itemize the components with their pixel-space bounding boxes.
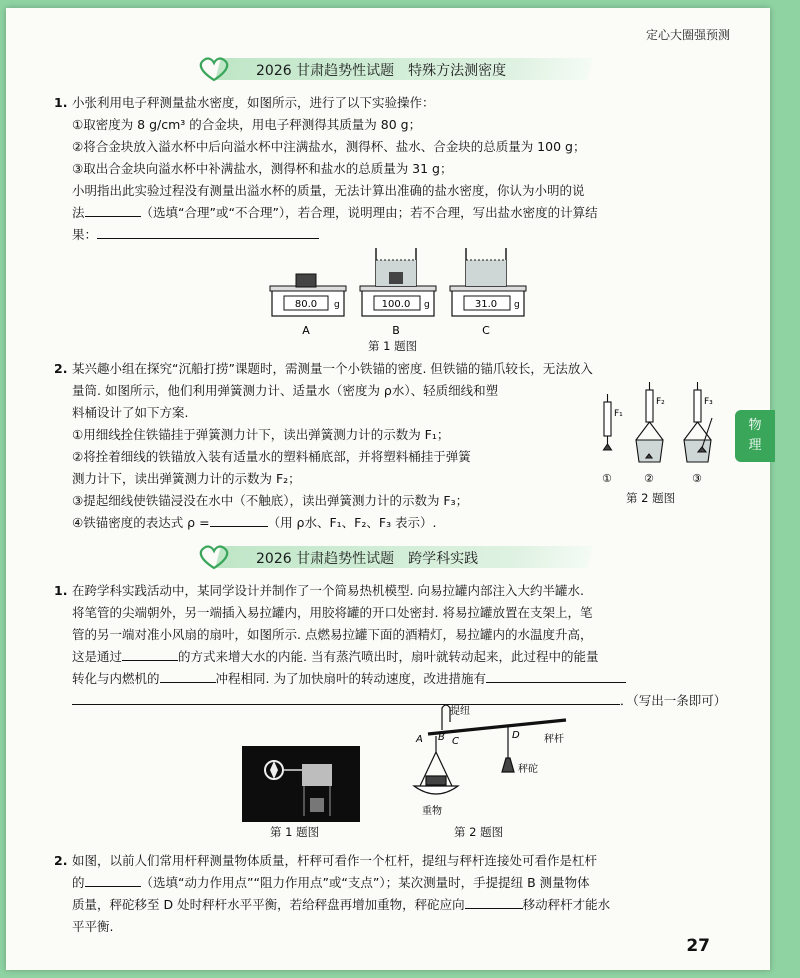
svg-text:秤杆: 秤杆	[544, 734, 564, 745]
svg-text:②: ②	[644, 472, 654, 485]
heart-icon	[196, 56, 232, 82]
answer-blank[interactable]	[465, 894, 523, 909]
section-banner-1	[196, 56, 596, 82]
answer-blank[interactable]	[122, 646, 178, 661]
scale-a-reading: 80.0	[294, 299, 318, 310]
svg-text:g: g	[424, 300, 430, 310]
scale-a	[270, 274, 346, 337]
svg-text:F₂: F₂	[656, 397, 665, 407]
svg-text:A: A	[416, 734, 423, 745]
figure-caption: 第 1 题图	[270, 825, 320, 839]
svg-text:B: B	[392, 324, 400, 337]
question-1-density: 1. 小张利用电子秤测量盐水密度，如图所示，进行了以下实验操作： ①取密度为 8 g/cm³ 的合金块，用电子秤测得其质量为 80 g； ②将合金块放入溢水杯中后向溢水杯中注满盐水，测得杯、盐水、合金块的总质量为 100 g； ③取出合金块向溢水杯中补满盐水，测得杯和盐水的总质量为 31 g； 小明指出此实验过程没有测量出溢水杯的质量，无法计算出准确的盐水密度，你认为小明的说 法 （选填“合理”或“不合理”），若合理，说明理由；若不合理，写出盐水密度的计算结 果：	[54, 95, 598, 242]
question-1-heat-engine: 1. 在跨学科实践活动中，某同学设计并制作了一个简易热机模型. 向易拉罐内部注入大约半罐水. 将笔管的尖端朝外，另一端插入易拉罐内，用胶将罐的开口处密封. 将易拉罐放置在支架上，笔 管的另一端对准小风扇的扇叶，如图所示. 点燃易拉罐下面的酒精灯，易拉罐内的水温度升高， 这是通过 的方式来增大水的内能. 当有蒸汽喷出时，扇叶就转动起来，此过程中的能量 转化与内燃机的 冲程相同. 为了加快扇叶的转动速度，改进措施有 ．（写出一条即可）	[54, 583, 727, 708]
page-number: 27	[686, 936, 710, 956]
scale-b-reading: 100.0	[381, 299, 411, 310]
answer-blank[interactable]	[486, 668, 626, 683]
scale-c-reading: 31.0	[474, 299, 498, 310]
svg-text:提纽: 提纽	[450, 706, 470, 717]
figure-caption: 第 1 题图	[368, 339, 418, 353]
svg-text:F₃: F₃	[704, 397, 713, 407]
scales-figure	[268, 244, 528, 344]
svg-text:秤砣: 秤砣	[518, 764, 538, 775]
scale-c	[450, 248, 526, 337]
section-banner-2	[196, 544, 596, 570]
svg-text:F₁: F₁	[614, 409, 623, 419]
svg-text:D: D	[512, 730, 520, 741]
svg-text:g: g	[334, 300, 340, 310]
svg-text:C: C	[482, 324, 490, 337]
answer-blank[interactable]	[85, 872, 141, 887]
spring-scale-figure	[594, 382, 734, 486]
section-title-2: 2026 甘肃趋势性试题 跨学科实践	[256, 551, 479, 567]
subject-tab-physics[interactable]: 物 理	[735, 410, 775, 462]
question-2-anchor: 2. 某兴趣小组在探究“沉船打捞”课题时，需测量一个小铁锚的密度. 但铁锚的锚爪较长，无法放入 量筒. 如图所示，他们利用弹簧测力计、适量水（密度为 ρ水）、轻质细线和塑 料桶设计了如下方案. ①用细线拴住铁锚挂于弹簧测力计下，读出弹簧测力计的示数为 F₁； ②将拴着细线的铁锚放入装有适量水的塑料桶底部，并将塑料桶挂于弹簧 测力计下，读出弹簧测力计的示数为 F₂； ③提起细线使铁锚浸没在水中（不触底），读出弹簧测力计的示数为 F₃； ④铁锚密度的表达式 ρ = （用 ρ水、F₁、F₂、F₃ 表示）.	[54, 361, 593, 530]
svg-text:B: B	[438, 732, 445, 743]
svg-text:①: ①	[602, 472, 612, 485]
steelyard-figure	[398, 702, 574, 822]
header-title: 定心大圈强预测	[645, 28, 730, 42]
answer-blank[interactable]	[85, 202, 141, 217]
answer-blank[interactable]	[160, 668, 216, 683]
question-2-steelyard: 2. 如图，以前人们常用杆秤测量物体质量，杆秤可看作一个杠杆，提纽与秤杆连接处可看作是杠杆 的 （选填“动力作用点”“阻力作用点”或“支点”）；某次测量时，手提提纽 B 测量物体 质量，秤砣移至 D 处时秤杆水平平衡，若给秤盘再增加重物，秤砣应向 移动秤杆才能水 平平衡.	[54, 853, 611, 934]
svg-text:A: A	[302, 324, 310, 337]
section-title-1: 2026 甘肃趋势性试题 特殊方法测密度	[256, 63, 507, 79]
svg-text:③: ③	[692, 472, 702, 485]
scale-b	[360, 248, 436, 337]
answer-blank[interactable]	[97, 224, 319, 239]
svg-text:C: C	[452, 736, 459, 747]
answer-blank[interactable]	[210, 512, 268, 527]
heart-icon	[196, 544, 232, 570]
svg-text:重物: 重物	[422, 806, 442, 817]
figure-caption: 第 2 题图	[454, 825, 504, 839]
heat-engine-photo	[242, 746, 360, 822]
figure-caption: 第 2 题图	[626, 491, 676, 505]
page	[6, 8, 770, 970]
svg-text:g: g	[514, 300, 520, 310]
